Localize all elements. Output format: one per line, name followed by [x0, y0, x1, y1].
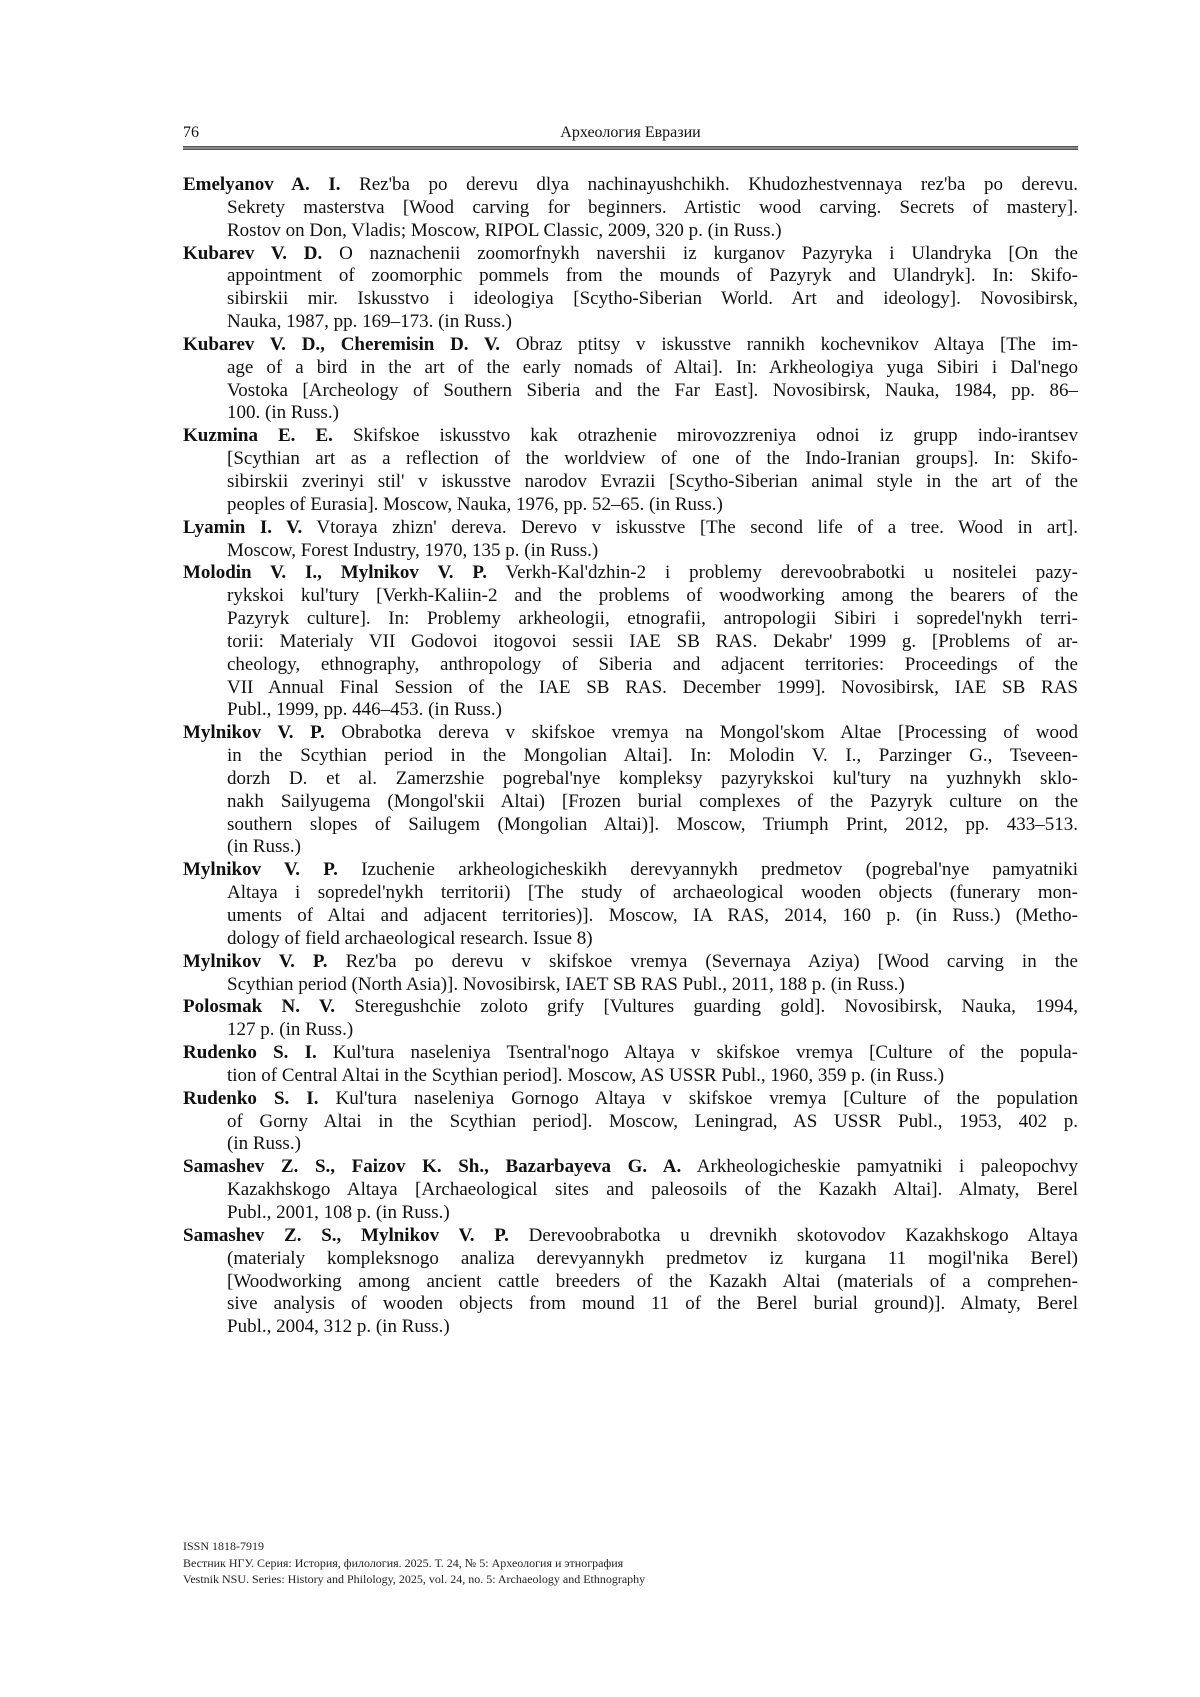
reference-line — [183, 1111, 1078, 1134]
reference-line — [183, 974, 1078, 997]
reference-line — [183, 836, 1078, 859]
reference-entry — [183, 1088, 1078, 1157]
reference-line — [183, 425, 1078, 448]
reference-text: age of a bird in the art of the early nomads of Altai]. In: Arkheologiya yuga Sibiri i Dal'nego — [227, 356, 1078, 378]
reference-text: Publ., 2001, 108 p. (in Russ.) — [227, 1201, 450, 1223]
reference-author: Polosmak N. V. — [183, 996, 336, 1018]
reference-entry — [183, 1225, 1078, 1339]
reference-entry — [183, 1042, 1078, 1088]
reference-text: peoples of Eurasia]. Moscow, Nauka, 1976, pp. 52–65. (in Russ.) — [227, 493, 723, 515]
reference-author: Mylnikov V. P. — [183, 950, 328, 972]
reference-text: uments of Altai and adjacent territories)]. Moscow, IA RAS, 2014, 160 p. (in Russ.) (Metho- — [227, 905, 1078, 926]
reference-line — [183, 585, 1078, 608]
reference-line — [183, 357, 1078, 380]
reference-line — [183, 951, 1078, 974]
reference-text: [Scythian art as a reflection of the worldview of one of the Indo-Iranian groups]. In: Skifo- — [227, 448, 1078, 470]
reference-text: Vostoka [Archeology of Southern Siberia and the Far East]. Novosibirsk, Nauka, 1984, pp. 86– — [227, 379, 1078, 401]
reference-text: (in Russ.) — [227, 1133, 301, 1155]
reference-line — [183, 380, 1078, 403]
reference-line — [183, 1316, 1078, 1339]
reference-text: Obrabotka dereva v skifskoe vremya na Mongol'skom Altae [Processing of wood — [324, 722, 1078, 744]
reference-line — [183, 1271, 1078, 1294]
reference-line — [183, 311, 1078, 334]
reference-line — [183, 540, 1078, 563]
footer-journal-en: Vestnik NSU. Series: History and Philology, 2025, vol. 24, no. 5: Archaeology and Ethnography — [183, 1572, 646, 1586]
reference-author: Kubarev V. D. — [183, 242, 323, 264]
reference-text: Altaya i sopredel'nykh territorii) [The study of archaeological wooden objects (funerary mon- — [227, 882, 1078, 904]
reference-line — [183, 494, 1078, 517]
reference-line — [183, 677, 1078, 700]
reference-text: Moscow, Forest Industry, 1970, 135 p. (in Russ.) — [227, 539, 599, 561]
reference-line — [183, 631, 1078, 654]
reference-text: Sekrety masterstva [Wood carving for beginners. Artistic wood carving. Secrets of mastery]. — [227, 196, 1078, 218]
reference-line — [183, 471, 1078, 494]
reference-text: Rostov on Don, Vladis; Moscow, RIPOL Classic, 2009, 320 p. (in Russ.) — [227, 219, 782, 241]
reference-text: of Gorny Altai in the Scythian period]. Moscow, Leningrad, AS USSR Publ., 1953, 402 p. — [227, 1110, 1078, 1132]
reference-line — [183, 174, 1078, 197]
reference-text: cheology, ethnography, anthropology of Siberia and adjacent territories: Proceedings of the — [227, 653, 1078, 675]
reference-text: sibirskii zverinyi stil' v iskusstve narodov Evrazii [Scytho-Siberian animal style in the art of the — [227, 470, 1078, 492]
reference-text: Obraz ptitsy v iskusstve rannikh kochevnikov Altaya [The im- — [500, 333, 1078, 355]
reference-text: Derevoobrabotka u drevnikh skotovodov Kazakhskogo Altaya — [508, 1224, 1078, 1246]
reference-entry — [183, 174, 1078, 243]
reference-text: Scythian period (North Asia)]. Novosibirsk, IAET SB RAS Publ., 2011, 188 p. (in Russ.) — [227, 973, 905, 995]
reference-line — [183, 1293, 1078, 1316]
reference-line — [183, 791, 1078, 814]
page-number: 76 — [183, 124, 199, 141]
reference-text: 127 p. (in Russ.) — [227, 1019, 354, 1041]
reference-text: Izuchenie arkheologicheskikh derevyannykh predmetov (pogrebal'nye pamyatniki — [337, 859, 1078, 881]
reference-line — [183, 448, 1078, 471]
reference-text: 100. (in Russ.) — [227, 402, 339, 424]
reference-entry — [183, 243, 1078, 334]
reference-text: Rez'ba po derevu dlya nachinayushchikh. Khudozhestvennaya rez'ba po derevu. — [340, 174, 1078, 195]
reference-text: nakh Sailyugema (Mongol'skii Altai) [Frozen burial complexes of the Pazyryk culture on the — [227, 790, 1078, 812]
running-title: Археология Евразии — [560, 124, 701, 141]
reference-author: Mylnikov V. P. — [183, 859, 338, 881]
reference-line — [183, 402, 1078, 425]
reference-line — [183, 1202, 1078, 1225]
reference-text: (materialy kompleksnogo analiza derevyannykh predmetov iz kurgana 11 mogil'nika Berel) — [227, 1247, 1078, 1269]
reference-author: Molodin V. I., Mylnikov V. P. — [183, 562, 487, 584]
reference-author: Rudenko S. I. — [183, 1042, 317, 1064]
reference-text: Rez'ba po derevu v skifskoe vremya (Severnaya Aziya) [Wood carving in the — [327, 950, 1078, 972]
reference-line — [183, 265, 1078, 288]
reference-line — [183, 722, 1078, 745]
reference-line — [183, 859, 1078, 882]
footer-issn: ISSN 1818-7919 — [183, 1539, 265, 1553]
reference-line — [183, 1225, 1078, 1248]
reference-author: Emelyanov A. I. — [183, 174, 341, 195]
reference-text: tion of Central Altai in the Scythian period]. Moscow, AS USSR Publ., 1960, 359 p. (in Russ.) — [227, 1064, 945, 1086]
reference-author: Kubarev V. D., Cheremisin D. V. — [183, 333, 501, 355]
reference-text: O naznachenii zoomorfnykh navershii iz kurganov Pazyryka i Ulandryka [On the — [322, 242, 1078, 264]
reference-text: Publ., 2004, 312 p. (in Russ.) — [227, 1316, 450, 1338]
reference-line — [183, 882, 1078, 905]
reference-line — [183, 243, 1078, 266]
reference-line — [183, 1248, 1078, 1271]
reference-entry — [183, 334, 1078, 425]
reference-line — [183, 1156, 1078, 1179]
header-rule — [183, 146, 1078, 150]
reference-text: Skifskoe iskusstvo kak otrazhenie mirovozzreniya odnoi iz grupp indo-irantsev — [332, 425, 1078, 447]
reference-line — [183, 562, 1078, 585]
reference-entry — [183, 722, 1078, 859]
reference-line — [183, 608, 1078, 631]
reference-text: southern slopes of Sailugem (Mongolian Altai)]. Moscow, Triumph Print, 2012, pp. 433–513. — [227, 813, 1078, 835]
reference-text: Arkheologicheskie pamyatniki i paleopochvy — [681, 1156, 1078, 1178]
reference-entry — [183, 562, 1078, 722]
reference-line — [183, 699, 1078, 722]
reference-entry — [183, 859, 1078, 950]
reference-text: Vtoraya zhizn' dereva. Derevo v iskusstve [The second life of a tree. Wood in art]. — [302, 516, 1078, 538]
reference-author: Lyamin I. V. — [183, 516, 303, 538]
reference-list — [183, 174, 1078, 1339]
reference-entry — [183, 425, 1078, 516]
reference-entry — [183, 996, 1078, 1042]
footer — [183, 1538, 645, 1588]
reference-author: Kuzmina E. E. — [183, 425, 333, 447]
reference-line — [183, 1019, 1078, 1042]
reference-entry — [183, 951, 1078, 997]
reference-text: [Woodworking among ancient cattle breeders of the Kazakh Altai (materials of a comprehen- — [227, 1270, 1078, 1292]
reference-line — [183, 197, 1078, 220]
reference-line — [183, 814, 1078, 837]
reference-author: Samashev Z. S., Mylnikov V. P. — [183, 1224, 509, 1246]
reference-line — [183, 517, 1078, 540]
reference-text: dorzh D. et al. Zamerzshie pogrebal'nye kompleksy pazyrykskoi kul'tury na yuzhnykh sklo- — [227, 767, 1078, 789]
reference-line — [183, 1042, 1078, 1065]
reference-text: Kul'tura naseleniya Tsentral'nogo Altaya v skifskoe vremya [Culture of the popula- — [316, 1042, 1078, 1064]
reference-text: sibirskii mir. Iskusstvo i ideologiya [Scytho-Siberian World. Art and ideology]. Novosibirsk, — [227, 288, 1078, 310]
reference-text: in the Scythian period in the Mongolian Altai]. In: Molodin V. I., Parzinger G., Tseveen- — [227, 745, 1078, 767]
reference-text: Kazakhskogo Altaya [Archaeological sites and paleosoils of the Kazakh Altai]. Almaty, Berel — [227, 1179, 1078, 1201]
reference-line — [183, 1065, 1078, 1088]
reference-text: Steregushchie zoloto grify [Vultures guarding gold]. Novosibirsk, Nauka, 1994, — [335, 996, 1079, 1018]
reference-line — [183, 928, 1078, 951]
reference-line — [183, 654, 1078, 677]
reference-text: Pazyryk culture]. In: Problemy arkheologii, etnografii, antropologii Sibiri i sopredel'nykh terri- — [227, 608, 1078, 630]
reference-text: sive analysis of wooden objects from mound 11 of the Berel burial ground)]. Almaty, Berel — [227, 1293, 1078, 1315]
reference-text: rykskoi kul'tury [Verkh-Kaliin-2 and the problems of woodworking among the bearers of the — [227, 585, 1078, 607]
reference-line — [183, 1133, 1078, 1156]
reference-entry — [183, 1156, 1078, 1225]
reference-line — [183, 1179, 1078, 1202]
reference-text: Kul'tura naseleniya Gornogo Altaya v skifskoe vremya [Culture of the population — [318, 1087, 1079, 1109]
reference-line — [183, 768, 1078, 791]
reference-line — [183, 288, 1078, 311]
footer-journal-ru: Вестник НГУ. Серия: История, филология. 2025. Т. 24, № 5: Археология и этнография — [183, 1555, 624, 1570]
reference-line — [183, 745, 1078, 768]
reference-text: Verkh-Kal'dzhin-2 i problemy derevoobrabotki u nositelei pazy- — [486, 562, 1078, 584]
reference-text: (in Russ.) — [227, 836, 301, 858]
reference-text: VII Annual Final Session of the IAE SB RAS. December 1999]. Novosibirsk, IAE SB RAS — [227, 676, 1078, 698]
reference-line — [183, 996, 1078, 1019]
reference-line — [183, 1088, 1078, 1111]
reference-author: Mylnikov V. P. — [183, 722, 325, 744]
reference-line — [183, 334, 1078, 357]
reference-text: appointment of zoomorphic pommels from the mounds of Pazyryk and Ulandryk]. In: Skifo- — [227, 265, 1078, 287]
reference-entry — [183, 517, 1078, 563]
reference-text: dology of field archaeological research. Issue 8) — [227, 927, 593, 949]
reference-text: Nauka, 1987, pp. 169–173. (in Russ.) — [227, 311, 512, 333]
reference-author: Samashev Z. S., Faizov K. Sh., Bazarbayeva G. A. — [183, 1156, 682, 1178]
reference-text: torii: Materialy VII Godovoi itogovoi sessii IAE SB RAS. Dekabr' 1999 g. [Problems of ar- — [227, 630, 1078, 652]
reference-text: Publ., 1999, pp. 446–453. (in Russ.) — [227, 699, 502, 721]
reference-line — [183, 905, 1078, 928]
reference-author: Rudenko S. I. — [183, 1087, 319, 1109]
reference-line — [183, 220, 1078, 243]
